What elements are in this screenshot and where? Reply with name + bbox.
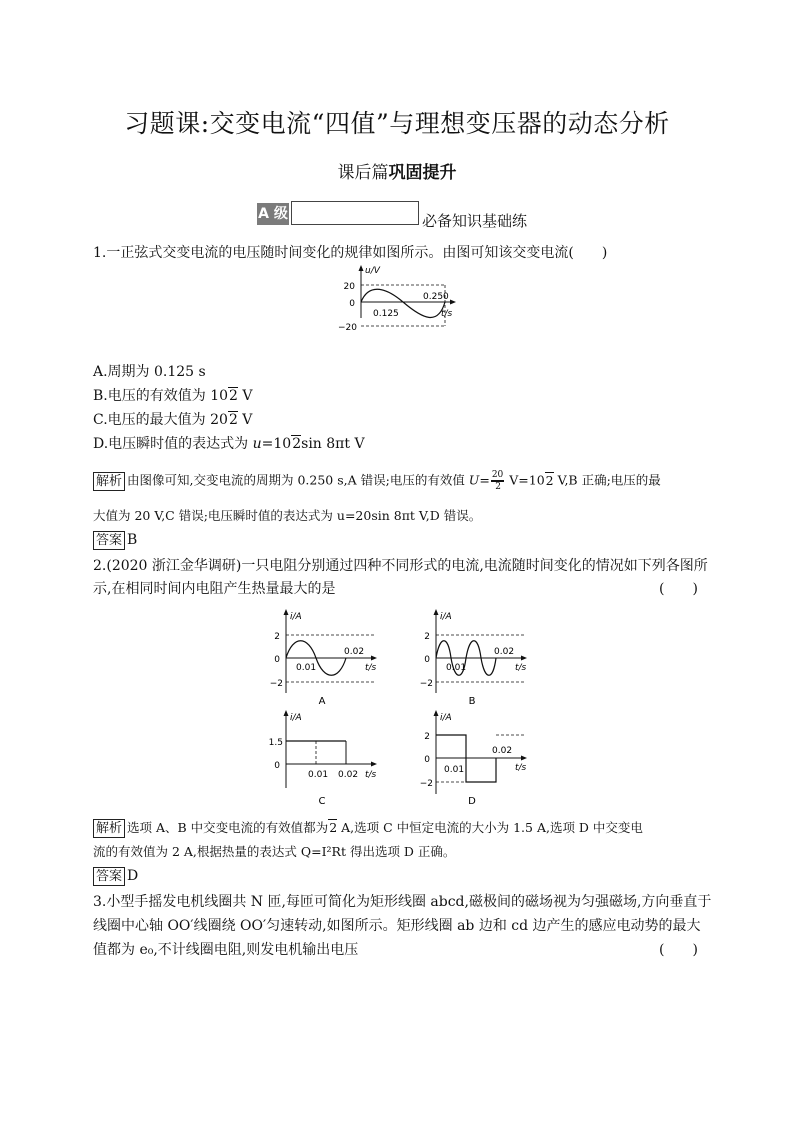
q2b-label: B [468,696,476,705]
svg-text:0: 0 [274,761,280,771]
q1-option-c: C.电压的最大值为 202 V [93,412,253,428]
q1-analysis: 解析 由图像可知,交变电流的周期为 0.250 s,A 错误;电压的有效值 U= $\frac{20}{2}$ V=102 V,B 正确;电压的最 [93,470,661,492]
q1-y-arrow [359,265,364,271]
svg-text:−2: −2 [269,679,283,689]
svg-text:−2: −2 [419,679,433,689]
analysis-tag: 解析 [93,819,125,838]
q2d-label: D [468,796,476,807]
level-title: 必备知识基础练 [422,212,528,230]
q2-figure-a [262,605,382,705]
q3-answer-paren: ( ) [659,942,698,958]
q1-x-arrow [450,300,456,305]
svg-text:t/s: t/s [515,663,527,673]
q3-line-1: 3.小型手摇发电机线圈共 N 匝,每匝可简化为矩形线圈 abcd,磁极间的磁场视为匀强磁场,方向垂直于 [93,894,712,910]
q1-ylabel: u/V [365,266,380,276]
q1-xtick-2: 0.250 [423,292,449,302]
svg-text:0.02: 0.02 [344,647,365,657]
svg-text:i/A: i/A [290,612,302,622]
svg-text:0.01: 0.01 [296,663,317,673]
svg-text:2: 2 [424,732,430,742]
sqrt: 2 [228,412,238,428]
q2-figure-c [262,706,382,810]
svg-text:i/A: i/A [440,612,452,622]
fraction: $\frac{20}{2}$ [491,470,504,492]
answer-tag: 答案 [93,867,125,886]
q1-xtick-1: 0.125 [373,309,399,319]
q3-line-3: 值都为 e₀,不计线圈电阻,则发电机输出电压 [93,942,359,958]
svg-text:t/s: t/s [515,763,527,773]
q1-option-d: D.电压瞬时值的表达式为 u=102sin 8πt V [93,436,365,452]
sqrt: 2 [329,820,338,835]
svg-text:2: 2 [424,632,430,642]
svg-text:t/s: t/s [365,663,377,673]
q1-ytick-zero: 0 [349,299,355,309]
q1-ytick-top: 20 [343,282,355,292]
page-title: 习题课:交变电流“四值”与理想变压器的动态分析 [124,109,670,138]
sqrt: 2 [229,388,238,404]
svg-text:−2: −2 [419,779,433,789]
q2-answer-paren: ( ) [659,581,698,597]
q1-answer: 答案 B [93,530,137,550]
q1-figure [335,262,465,342]
q1-option-a: A.周期为 0.125 s [93,364,206,380]
q2-analysis-line-2: 流的有效值为 2 A,根据热量的表达式 Q=I²Rt 得出选项 D 正确。 [93,844,456,859]
svg-text:0.02: 0.02 [338,770,359,780]
q2c-label: C [318,796,326,807]
level-badge: A 级 [257,203,289,225]
sqrt: 2 [292,436,302,452]
svg-text:0: 0 [274,655,280,665]
svg-text:0: 0 [424,755,430,765]
q1-stem: 1.一正弦式交变电流的电压随时间变化的规律如图所示。由图可知该交变电流( ) [93,245,608,261]
q3-line-2: 线圈中心轴 OO′线圈绕 OO′匀速转动,如图所示。矩形线圈 ab 边和 cd 边产生的感应电动势的最大 [93,918,701,934]
level-box [291,201,419,225]
svg-text:0.01: 0.01 [308,770,329,780]
answer-tag: 答案 [93,531,125,550]
svg-text:t/s: t/s [365,770,377,780]
q1-analysis-line-2: 大值为 20 V,C 错误;电压瞬时值的表达式为 u=20sin 8πt V,D 错误。 [93,508,482,523]
q2-figure-d [412,706,532,810]
svg-text:0.02: 0.02 [494,647,515,657]
sqrt: 2 [545,472,554,488]
subtitle-bold: 巩固提升 [388,163,457,183]
q2a-label: A [318,696,326,705]
svg-text:2: 2 [274,632,280,642]
svg-text:i/A: i/A [290,713,302,723]
q2-figure-b [412,605,532,705]
q2-stem-line-2: 示,在相同时间内电阻产生热量最大的是 [93,581,336,597]
svg-text:0.01: 0.01 [444,765,465,775]
svg-text:i/A: i/A [440,713,452,723]
svg-text:1.5: 1.5 [268,738,283,748]
q2-analysis: 解析 选项 A、B 中交变电流的有效值都为2 A,选项 C 中恒定电流的大小为 1.5 A,选项 D 中交变电 [93,818,643,838]
svg-text:0.01: 0.01 [446,663,467,673]
analysis-tag: 解析 [93,472,125,491]
q2-stem-line-1: 2.(2020 浙江金华调研)一只电阻分别通过四种不同形式的电流,电流随时间变化的情况如下列各图所 [93,558,708,574]
q1-option-b: B.电压的有效值为 102 V [93,388,253,404]
svg-text:0.02: 0.02 [492,746,513,756]
q2-answer: 答案 D [93,866,138,886]
section-subtitle [0,158,794,183]
q1-ytick-bottom: −20 [338,323,357,333]
subtitle-prefix: 课后篇 [337,163,389,183]
q1-xlabel: t/s [441,309,453,319]
svg-text:0: 0 [424,655,430,665]
